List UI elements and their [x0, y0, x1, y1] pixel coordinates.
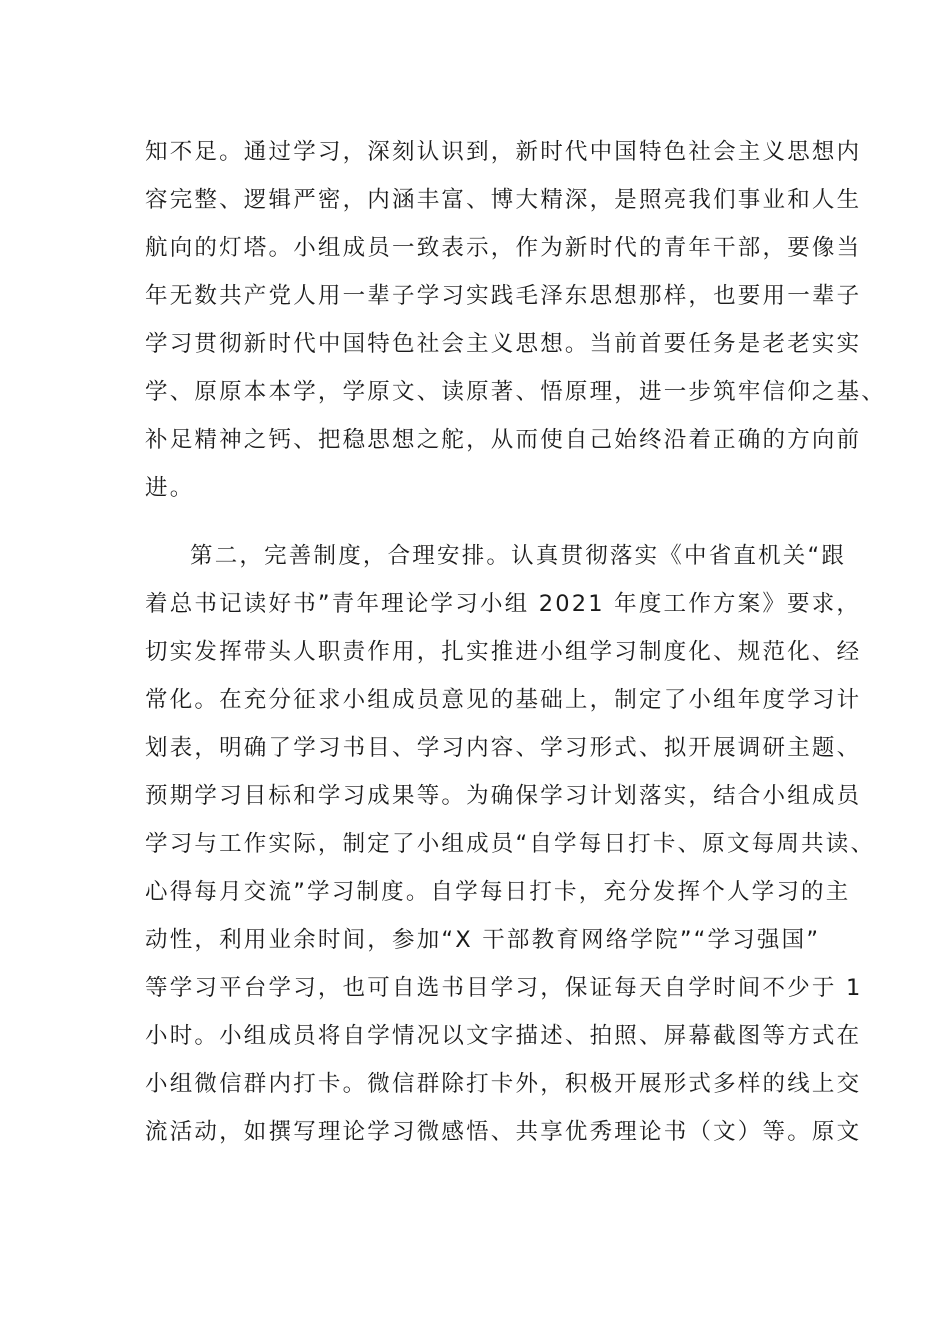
paragraph-2-line: 等学习平台学习，也可自选书目学习，保证每天自学时间不少于 1 — [145, 975, 863, 1001]
paragraph-1-line: 容完整、逻辑严密，内涵丰富、博大精深，是照亮我们事业和人生 — [145, 187, 862, 213]
paragraph-2-line: 小时。小组成员将自学情况以文字描述、拍照、屏幕截图等方式在 — [145, 1023, 862, 1049]
paragraph-2-line: 划表，明确了学习书目、学习内容、学习形式、拟开展调研主题、 — [145, 735, 862, 761]
paragraph-2-line: 常化。在充分征求小组成员意见的基础上，制定了小组年度学习计 — [145, 687, 862, 713]
paragraph-2-line: 小组微信群内打卡。微信群除打卡外，积极开展形式多样的线上交 — [145, 1071, 862, 1097]
paragraph-1-line: 年无数共产党人用一辈子学习实践毛泽东思想那样，也要用一辈子 — [145, 283, 862, 309]
paragraph-2-line: 动性，利用业余时间，参加“X 干部教育网络学院”“学习强国” — [145, 927, 821, 953]
paragraph-1-line: 进。 — [145, 475, 195, 501]
paragraph-2-line: 心得每月交流”学习制度。自学每日打卡，充分发挥个人学习的主 — [145, 879, 851, 905]
paragraph-2-line: 预期学习目标和学习成果等。为确保学习计划落实，结合小组成员 — [145, 783, 862, 809]
paragraph-1-line: 学、原原本本学，学原文、读原著、悟原理，进一步筑牢信仰之基、 — [145, 379, 887, 405]
paragraph-2-line: 学习与工作实际，制定了小组成员“自学每日打卡、原文每周共读、 — [145, 831, 876, 857]
paragraph-1-line: 补足精神之钙、把稳思想之舵，从而使自己始终沿着正确的方向前 — [145, 427, 862, 453]
paragraph-1-line: 知不足。通过学习，深刻认识到，新时代中国特色社会主义思想内 — [145, 139, 862, 165]
paragraph-2-line: 第二，完善制度，合理安排。认真贯彻落实《中省直机关“跟 — [190, 543, 847, 569]
paragraph-1-line: 航向的灯塔。小组成员一致表示，作为新时代的青年干部，要像当 — [145, 235, 862, 261]
paragraph-2-line: 切实发挥带头人职责作用，扎实推进小组学习制度化、规范化、经 — [145, 639, 862, 665]
paragraph-1-line: 学习贯彻新时代中国特色社会主义思想。当前首要任务是老老实实 — [145, 331, 862, 357]
paragraph-2-line: 流活动，如撰写理论学习微感悟、共享优秀理论书（文）等。原文 — [145, 1119, 862, 1145]
paragraph-2-line: 着总书记读好书”青年理论学习小组 2021 年度工作方案》要求， — [145, 591, 862, 617]
